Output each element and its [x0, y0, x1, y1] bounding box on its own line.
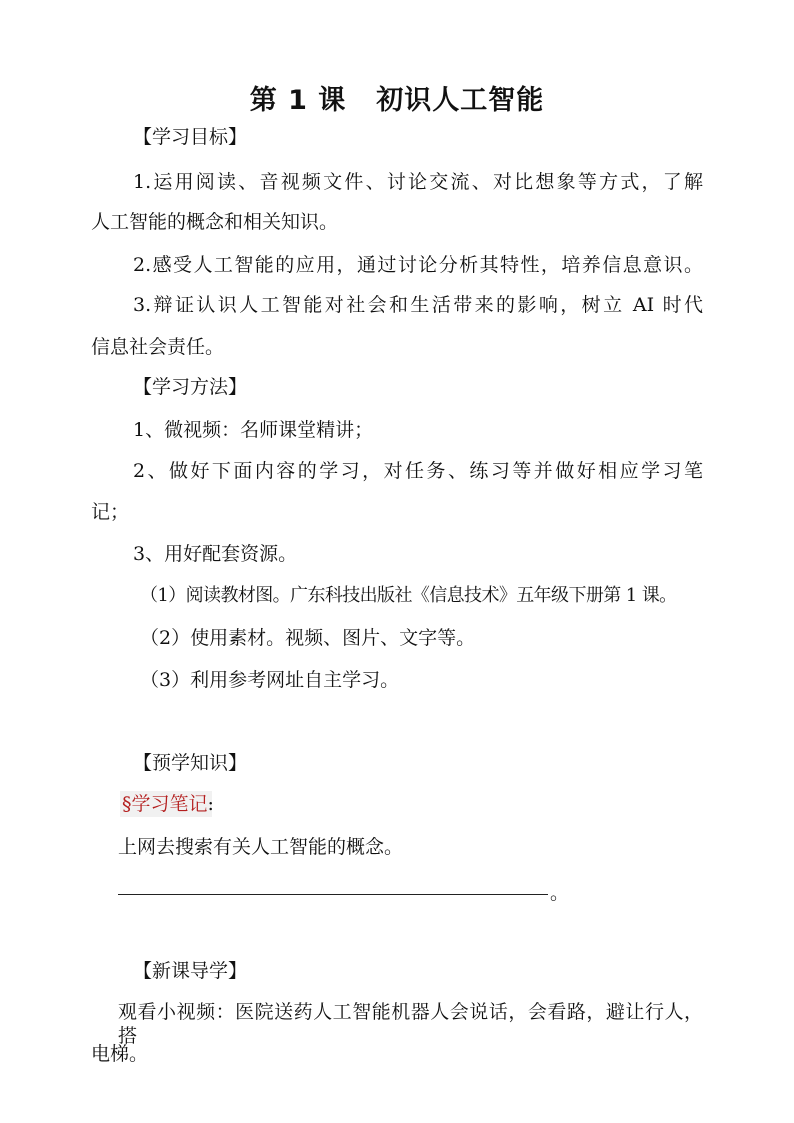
answer-blank-period: 。 — [550, 882, 570, 904]
goal-1-line-2: 人工智能的概念和相关知识。 — [91, 211, 339, 233]
goal-1-line-1: 1.运用阅读、音视频文件、讨论交流、对比想象等方式，了解 — [133, 171, 703, 193]
answer-blank-line[interactable] — [118, 894, 548, 895]
method-3-sub-1: （1）阅读教材图。广东科技出版社《信息技术》五年级下册第 1 课。 — [140, 585, 677, 606]
preview-heading: 【预学知识】 — [133, 752, 248, 774]
method-2-line-2: 记； — [91, 501, 130, 523]
lesson-name: 初识人工智能 — [376, 85, 545, 116]
method-3: 3、用好配套资源。 — [133, 543, 298, 565]
study-note-colon: : — [207, 793, 214, 815]
newlesson-line-1: 观看小视频：医院送药人工智能机器人会说话，会看路，避让行人，搭 — [118, 1001, 703, 1047]
newlesson-heading: 【新课导学】 — [133, 960, 248, 982]
method-3-sub-2: （2）使用素材。视频、图片、文字等。 — [140, 627, 476, 649]
method-2-line-1: 2、做好下面内容的学习，对任务、练习等并做好相应学习笔 — [133, 460, 703, 482]
newlesson-line-2: 电梯。 — [91, 1043, 149, 1065]
goals-heading: 【学习目标】 — [133, 126, 248, 148]
goal-3-line-2: 信息社会责任。 — [91, 336, 225, 358]
methods-heading: 【学习方法】 — [133, 376, 248, 398]
preview-task: 上网去搜索有关人工智能的概念。 — [118, 836, 404, 858]
lesson-title — [0, 78, 794, 117]
method-1: 1、微视频：名师课堂精讲； — [133, 419, 374, 441]
lesson-number: 第 1 课 — [249, 85, 347, 116]
study-note-text: §学习笔记 — [122, 793, 208, 815]
method-3-sub-3: （3）利用参考网址自主学习。 — [140, 669, 400, 691]
goal-2: 2.感受人工智能的应用，通过讨论分析其特性，培养信息意识。 — [133, 254, 703, 276]
study-note-label — [122, 792, 214, 816]
goal-3-line-1: 3.辩证认识人工智能对社会和生活带来的影响，树立 AI 时代 — [133, 294, 703, 316]
